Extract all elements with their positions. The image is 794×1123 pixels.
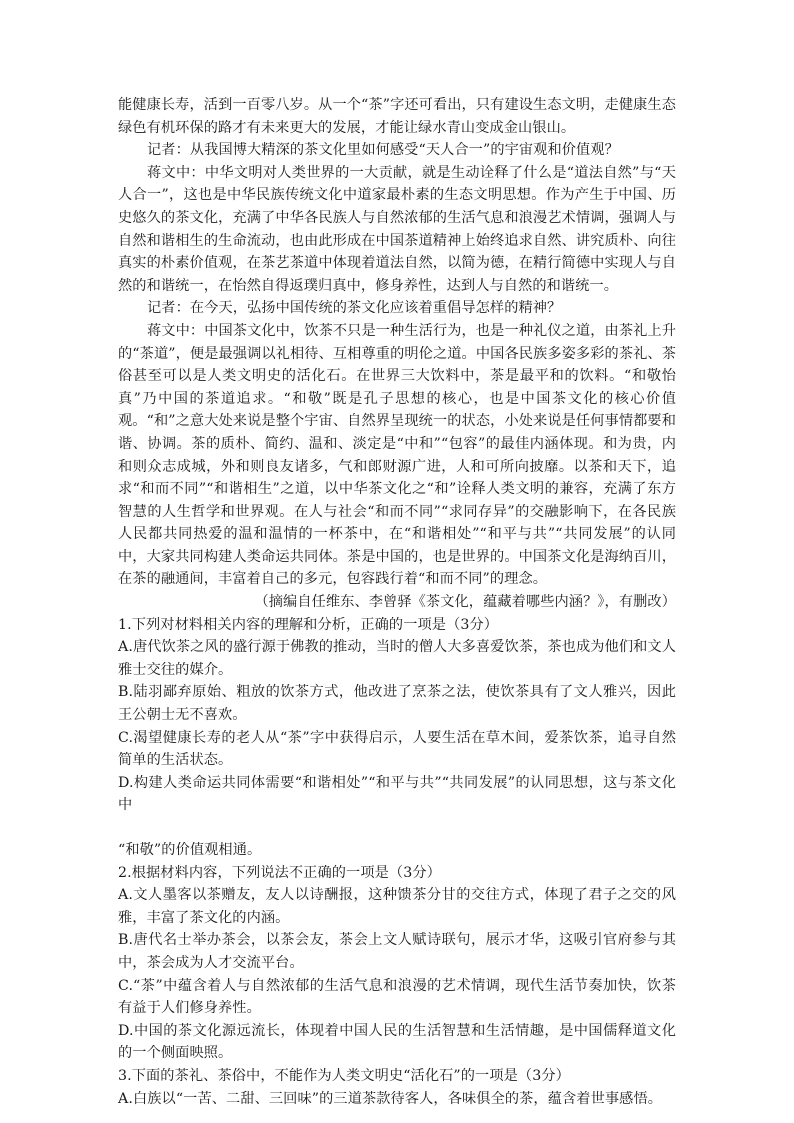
question-2-option-d: D.中国的茶文化源远流长，体现着中国人民的生活智慧和生活情趣，是中国儒释道文化的一个侧面映照。 xyxy=(118,1022,676,1062)
question-1-option-c: C.渴望健康长寿的老人从“茶”字中获得启示，人要生活在草木间，爱茶饮茶，追寻自然简单的生活状态。 xyxy=(118,729,676,769)
reporter-question-2: 记者：在今天，弘扬中国传统的茶文化应该着重倡导怎样的精神？ xyxy=(147,300,562,317)
question-3-option-a: A.白族以“一苦、二甜、三回味”的三道茶款待客人，各味俱全的茶，蕴含着世事感悟。 xyxy=(118,1090,663,1107)
blank-line xyxy=(118,817,676,839)
question-1-option-d: D.构建人类命运共同体需要“和谐相处”“和平与共”“共同发展”的认同思想，这与茶文化中 xyxy=(118,774,676,814)
question-2-option-b: B.唐代名士举办茶会，以茶会友，茶会上文人赋诗联句，展示才华，这吸引官府参与其中，茶会成为人才交流平台。 xyxy=(118,932,676,971)
question-3-stem: 3.下面的茶礼、茶俗中，不能作为人类文明史“活化石”的一项是（3分） xyxy=(118,1067,570,1084)
answer-paragraph-2: 蒋文中：中国茶文化中，饮茶不只是一种生活行为，也是一种礼仪之道，由茶礼上升的“茶道”，便是最强调以礼相待、互相尊重的明伦之道。中国各民族多姿多彩的茶礼、茶俗甚至可以是人类文明史的活化石。在世界三大饮料中，茶是最平和的饮料。“和敬怡真”乃中国的茶道追求。“和敬”既是孔子思想的核心，也是中国茶文化的核心价值观。“和”之意大处来说是整个宇宙、自然界呈现统一的状态，小处来说是任何事情都要和谐、协调。茶的质朴、简约、温和、淡定是“中和”“包容”的最佳内涵体现。和为贵，内和则众志成城，外和则良友诸多，气和郎财源广进，人和可所向披靡。以茶和天下，追求“和而不同”“和谐相生”之道，以中华茶文化之“和”诠释人类文明的兼容，充满了东方智慧的人生哲学和世界观。在人与社会“和而不同”“求同存异”的交融影响下，在各民族人民都共同热爱的温和温情的一杯茶中，在“和谐相处”“和平与共”“共同发展”的认同中，大家共同构建人类命运共同体。茶是中国的，也是世界的。中国茶文化是海纳百川，在茶的融通间，丰富着自己的多元，包容践行着“和而不同”的理念。 xyxy=(118,322,676,588)
question-1-option-a: A.唐代饮茶之风的盛行源于佛教的推动，当时的僧人大多喜爱饮茶，茶也成为他们和文人雅士交往的媒介。 xyxy=(118,639,676,678)
question-2-stem: 2.根据材料内容，下列说法不正确的一项是（3分） xyxy=(118,864,441,881)
question-2-option-a: A.文人墨客以茶赠友，友人以诗酬报，这种馈茶分甘的交往方式，体现了君子之交的风雅，丰富了茶文化的内涵。 xyxy=(118,887,676,926)
source-citation: （摘编自任维东、李曾驿《茶文化，蕴藏着哪些内涵？》，有删改） xyxy=(254,594,676,611)
reporter-question-1: 记者：从我国博大精深的茶文化里如何感受“天人合一”的宇宙观和价值观？ xyxy=(147,142,619,159)
question-1-stem: 1.下列对材料相关内容的理解和分析，正确的一项是（3分） xyxy=(118,616,499,633)
question-1-option-b: B.陆羽鄙弃原始、粗放的饮茶方式，他改进了烹茶之法，使饮茶具有了文人雅兴，因此王公朝士无不喜欢。 xyxy=(118,684,676,724)
question-1-option-d-continuation: “和敬”的价值观相通。 xyxy=(118,842,262,858)
question-2-option-c: C.“茶”中蕴含着人与自然浓郁的生活气息和浪漫的艺术情调，现代生活节奏加快，饮茶有益于人们修身养性。 xyxy=(118,977,676,1017)
article-paragraph-1: 能健康长寿，活到一百零八岁。从一个“茶”字还可看出，只有建设生态文明，走健康生态绿色有机环保的路才有未来更大的发展，才能让绿水青山变成金山银山。 xyxy=(118,97,676,136)
answer-paragraph-1: 蒋文中：中华文明对人类世界的一大贡献，就是生动诠释了什么是“道法自然”与“天人合一”，这也是中华民族传统文化中道家最朴素的生态文明思想。作为产生于中国、历史悠久的茶文化，充满了中华各民族人与自然浓郁的生活气息和浪漫艺术情调，强调人与自然和谐相生的生命流动，也由此形成在中国茶道精神上始终追求自然、讲究质朴、向往真实的朴素价值观，在茶艺茶道中体现着道法自然，以简为德，在精行简德中实现人与自然的和谐统一，在怡然自得返璞归真中，修身养性，达到人与自然的和谐统一。 xyxy=(118,164,676,294)
